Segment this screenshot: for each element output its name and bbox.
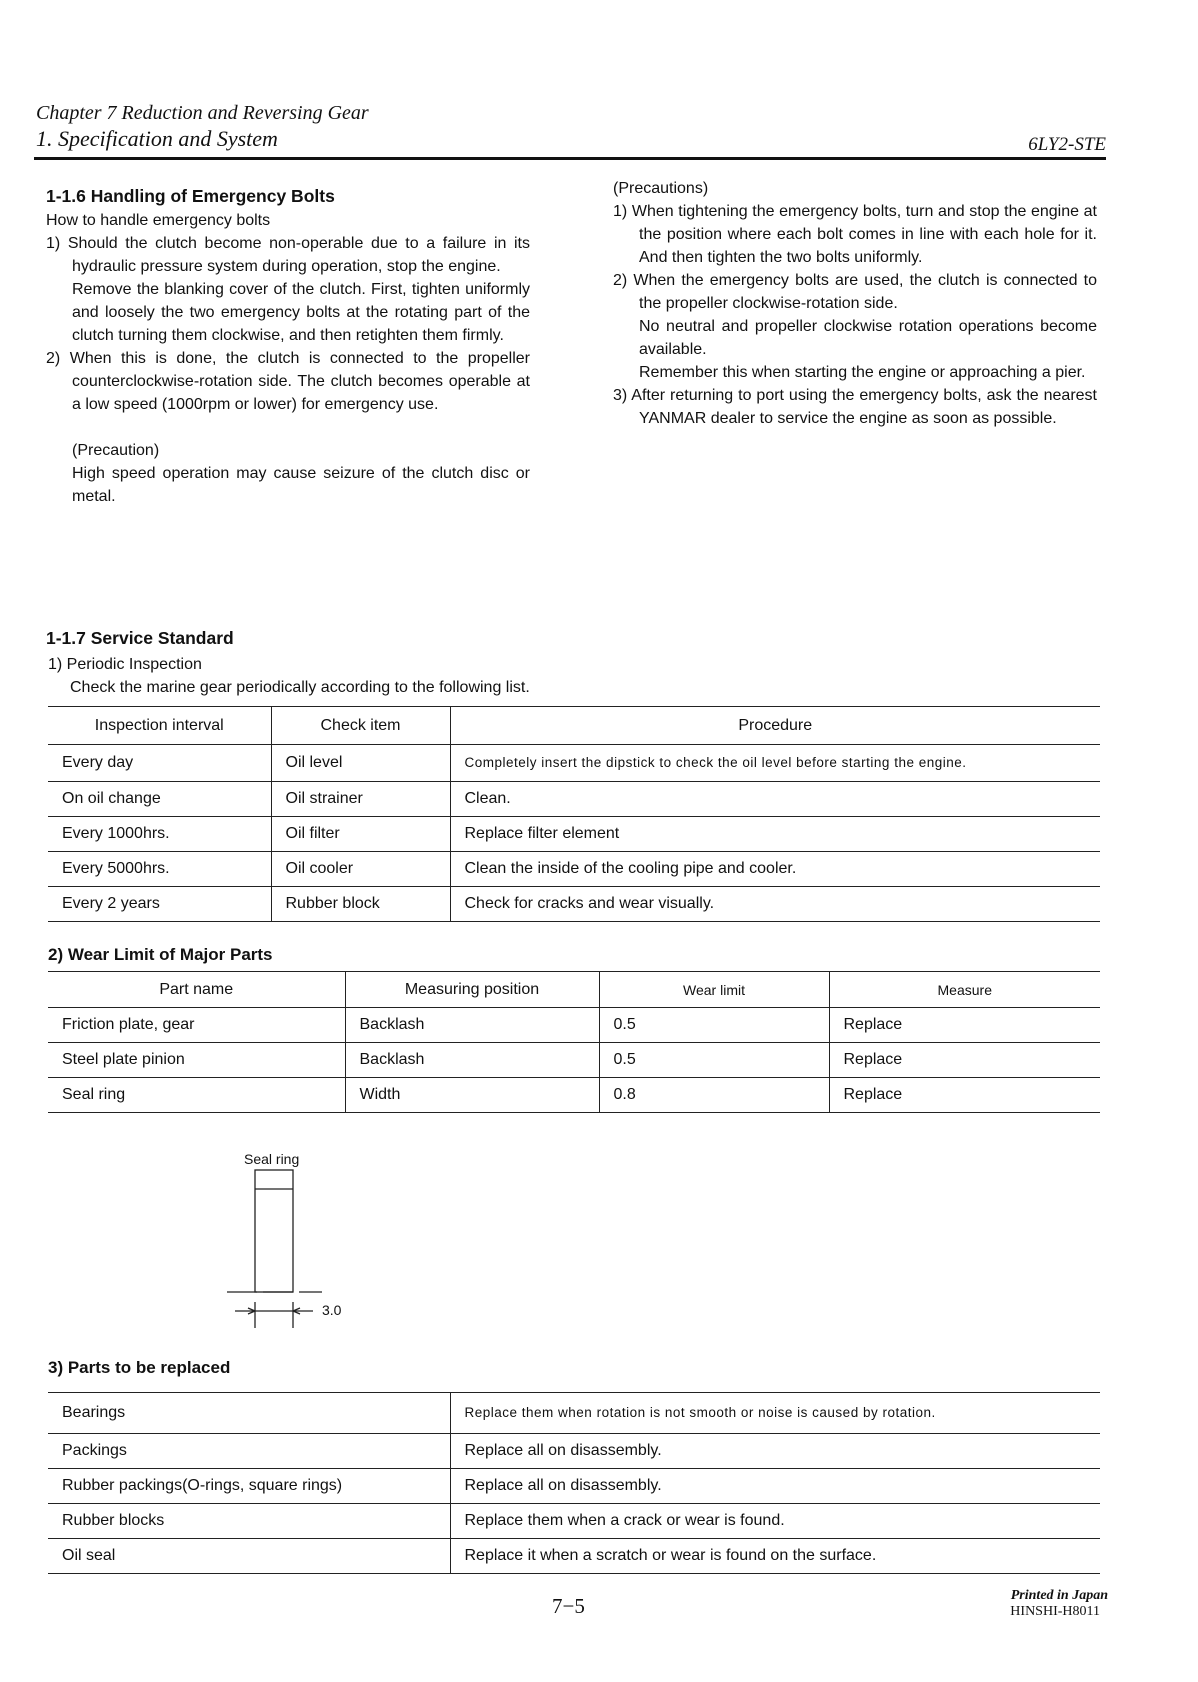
heading-1-1-6: 1-1.6 Handling of Emergency Bolts	[46, 186, 335, 206]
cell: Seal ring	[48, 1078, 345, 1113]
table-row	[48, 1393, 1100, 1434]
cell: Oil strainer	[271, 782, 450, 817]
table-row	[48, 852, 1100, 887]
cell: Replace all on disassembly.	[450, 1469, 1100, 1504]
table-row	[48, 1078, 1100, 1113]
text: When the emergency bolts are used, the clutch is connected to the propeller clockwise-rotation side.	[633, 272, 1097, 312]
intro: How to handle emergency bolts	[46, 212, 271, 229]
heading-1-1-7: 1-1.7 Service Standard	[46, 628, 234, 648]
num: 2)	[46, 350, 61, 367]
header-cell: Wear limit	[599, 972, 829, 1008]
cell: Width	[345, 1078, 599, 1113]
page-number: 7−5	[552, 1594, 585, 1618]
step-1	[46, 232, 530, 278]
printed-in: Printed in Japan	[1010, 1588, 1108, 1603]
table-row	[48, 745, 1100, 782]
cell: Replace them when a crack or wear is found.	[450, 1504, 1100, 1539]
cell: Backlash	[345, 1043, 599, 1078]
cell: Oil seal	[48, 1539, 450, 1574]
cell: Clean the inside of the cooling pipe and cooler.	[450, 852, 1100, 887]
cell: Replace	[829, 1078, 1100, 1113]
cell: Replace it when a scratch or wear is found on the surface.	[450, 1539, 1100, 1574]
parts-table	[48, 1392, 1100, 1574]
precaution-2-cont1: No neutral and propeller clockwise rotation operations become available.	[639, 318, 1097, 358]
table-row	[48, 1539, 1100, 1574]
text: When tightening the emergency bolts, turn and stop the engine at the position where each bolt comes in line with each hole for it. And then tighten the two bolts uniformly.	[631, 203, 1097, 266]
inspection-table	[48, 706, 1100, 922]
cell: Friction plate, gear	[48, 1008, 345, 1043]
document-code: HINSHI-H8011	[1010, 1604, 1100, 1619]
model-code: 6LY2-STE	[1028, 134, 1106, 155]
dimension-label: 3.0	[322, 1302, 342, 1318]
precaution-2-cont2: Remember this when starting the engine or approaching a pier.	[639, 364, 1086, 381]
cell: Oil level	[271, 745, 450, 782]
table-row	[48, 1469, 1100, 1504]
header-rule	[34, 157, 1106, 160]
table-row	[48, 817, 1100, 852]
table-row	[48, 1504, 1100, 1539]
num: 1)	[613, 203, 628, 220]
cell: Replace	[829, 1043, 1100, 1078]
step-1-cont: Remove the blanking cover of the clutch. First, tighten uniformly and loosely the two emergency bolts at the rotating part of the clutch turning them clockwise, and then retighten them firmly.	[72, 281, 530, 344]
table-row	[48, 1434, 1100, 1469]
left-column	[46, 183, 530, 508]
precaution-3	[613, 384, 1097, 430]
header-cell: Check item	[271, 707, 450, 745]
cell: 0.5	[599, 1008, 829, 1043]
precaution-text: High speed operation may cause seizure of the clutch disc or metal.	[72, 465, 530, 505]
cell: Packings	[48, 1434, 450, 1469]
cell: Rubber block	[271, 887, 450, 922]
header-cell: Measure	[829, 972, 1100, 1008]
num: 3)	[613, 387, 628, 404]
cell: On oil change	[48, 782, 271, 817]
cell: Clean.	[450, 782, 1100, 817]
cell: Oil filter	[271, 817, 450, 852]
seal-ring-drawing	[200, 1150, 400, 1350]
cell: Steel plate pinion	[48, 1043, 345, 1078]
periodic-inspection-text: Check the marine gear periodically according to the following list.	[70, 679, 530, 696]
text: After returning to port using the emergency bolts, ask the nearest YANMAR dealer to service the engine as soon as possible.	[631, 387, 1097, 427]
cell: 0.5	[599, 1043, 829, 1078]
table-row	[48, 887, 1100, 922]
seal-ring-diagram	[200, 1150, 400, 1350]
cell: Check for cracks and wear visually.	[450, 887, 1100, 922]
text: When this is done, the clutch is connected to the propeller counterclockwise-rotation side. The clutch becomes operable at a low speed (1000rpm or lower) for emergency use.	[69, 350, 531, 413]
sub-wear-limit: 2) Wear Limit of Major Parts	[48, 945, 273, 964]
cell: Replace	[829, 1008, 1100, 1043]
cell: 0.8	[599, 1078, 829, 1113]
sub-periodic-inspection: 1) Periodic Inspection	[48, 656, 202, 673]
header-cell: Measuring position	[345, 972, 599, 1008]
cell: Bearings	[48, 1393, 450, 1434]
cell: Every 5000hrs.	[48, 852, 271, 887]
chapter-title: Chapter 7 Reduction and Reversing Gear	[36, 102, 369, 124]
num: 2)	[613, 272, 628, 289]
precautions-label: (Precautions)	[613, 180, 709, 197]
precaution-2	[613, 269, 1097, 315]
cell: Oil cooler	[271, 852, 450, 887]
table-row	[48, 1008, 1100, 1043]
cell: Every 2 years	[48, 887, 271, 922]
text: Should the clutch become non-operable due to a failure in its hydraulic pressure system during operation, stop the engine.	[67, 235, 531, 275]
precaution-label: (Precaution)	[72, 442, 160, 459]
sub-parts-replaced: 3) Parts to be replaced	[48, 1358, 231, 1377]
header-cell: Inspection interval	[48, 707, 271, 745]
cell: Rubber blocks	[48, 1504, 450, 1539]
wear-limit-table	[48, 971, 1100, 1113]
cell: Every day	[48, 745, 271, 782]
header-cell: Procedure	[450, 707, 1100, 745]
cell: Completely insert the dipstick to check the oil level before starting the engine.	[450, 745, 1100, 782]
num: 1)	[46, 235, 61, 252]
table-row	[48, 1043, 1100, 1078]
step-2	[46, 347, 530, 416]
cell: Replace all on disassembly.	[450, 1434, 1100, 1469]
cell: Every 1000hrs.	[48, 817, 271, 852]
table-row	[48, 782, 1100, 817]
cell: Backlash	[345, 1008, 599, 1043]
table-header-row	[48, 707, 1100, 745]
header-cell: Part name	[48, 972, 345, 1008]
cell: Rubber packings(O-rings, square rings)	[48, 1469, 450, 1504]
precaution-1	[613, 200, 1097, 269]
table-header-row	[48, 972, 1100, 1008]
cell: Replace them when rotation is not smooth or noise is caused by rotation.	[450, 1393, 1100, 1434]
seal-ring-label: Seal ring	[244, 1151, 300, 1167]
section-title: 1. Specification and System	[36, 126, 278, 151]
cell: Replace filter element	[450, 817, 1100, 852]
right-column	[613, 177, 1097, 430]
